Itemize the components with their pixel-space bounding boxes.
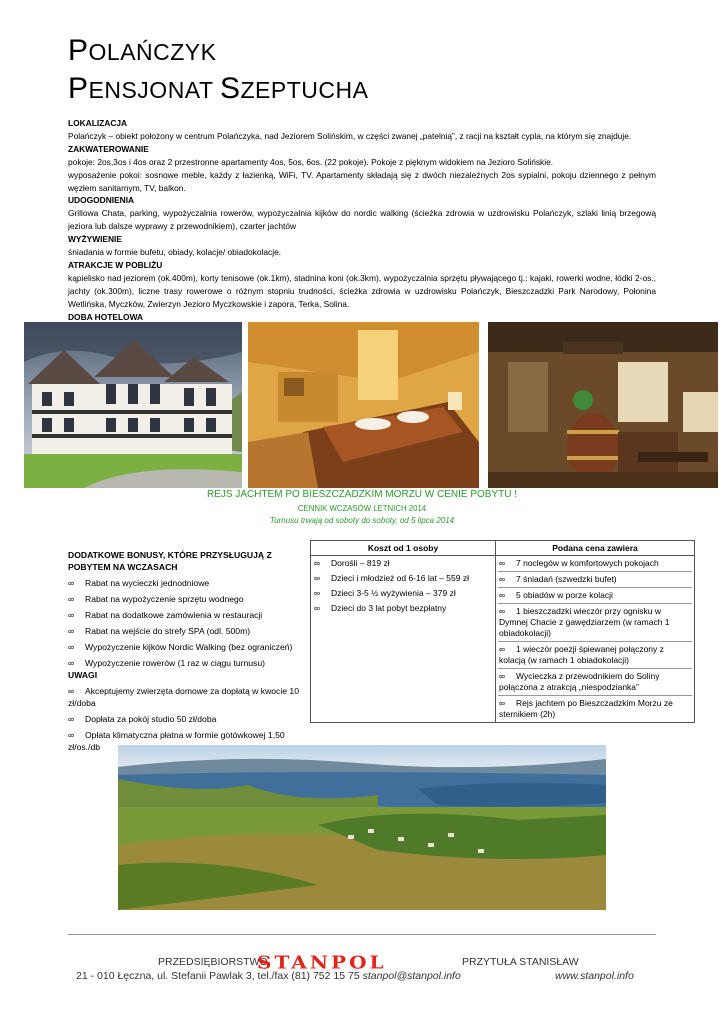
infinity-icon: ∞ bbox=[314, 573, 321, 583]
section-heading: UDOGODNIENIA bbox=[68, 195, 135, 206]
infinity-icon: ∞ bbox=[499, 558, 506, 568]
footer-divider bbox=[68, 934, 656, 935]
includes-item: ∞ 7 noclegów w komfortowych pokojach bbox=[498, 556, 692, 572]
photo-guest-room bbox=[248, 322, 479, 488]
includes-item: ∞ 5 obiadów w porze kolacji bbox=[498, 588, 692, 604]
col-header-cost: Koszt od 1 osoby bbox=[311, 541, 496, 556]
infinity-icon: ∞ bbox=[68, 642, 75, 652]
cost-cell bbox=[311, 556, 496, 723]
infinity-icon: ∞ bbox=[68, 626, 75, 636]
price-item: ∞ Dzieci 3-5 ½ wyżywienia – 379 zł bbox=[314, 588, 456, 598]
infinity-icon: ∞ bbox=[499, 671, 506, 681]
bonus-item: ∞ Rabat na wypożyczenie sprzętu wodnego bbox=[68, 594, 244, 604]
bonus-block bbox=[68, 549, 304, 753]
infinity-icon: ∞ bbox=[499, 644, 506, 654]
title-rest: ENSJONAT bbox=[88, 77, 220, 103]
section-text: pokoje: 2os,3os i 4os oraz 2 przestronne apartamenty 4os, 5os, 6os. (22 pokoje). Pokoje z pięknym widokiem na Jezioro Solińskie. bbox=[68, 156, 554, 167]
includes-item: ∞ 1 bieszczadzki wieczór przy ognisku w Dymnej Chacie z gawędziarzem (w ramach 1 obiadokolacji) bbox=[498, 604, 692, 642]
section-heading: ZAKWATEROWANIE bbox=[68, 143, 149, 154]
photo-bar-interior bbox=[488, 322, 718, 488]
section-heading: WYŻYWIENIE bbox=[68, 234, 122, 245]
company-type: PRZEDSIĘBIORSTWO bbox=[158, 956, 268, 968]
includes-item: ∞ Rejs jachtem po Bieszczadzkim Morzu ze sternikiem (2h) bbox=[499, 698, 673, 719]
note-item: ∞ Dopłata za pokój studio 50 zł/doba bbox=[68, 714, 217, 724]
price-item: ∞ Dzieci do 3 lat pobyt bezpłatny bbox=[314, 603, 447, 613]
price-table bbox=[310, 540, 695, 723]
infinity-icon: ∞ bbox=[68, 594, 75, 604]
section-heading: ATRAKCJE W POBLIŻU bbox=[68, 259, 163, 270]
infinity-icon: ∞ bbox=[68, 578, 75, 588]
title-initial: S bbox=[219, 72, 241, 105]
photo-guesthouse-exterior bbox=[24, 322, 242, 488]
note-item: ∞ Akceptujemy zwierzęta domowe za dopłatą w kwocie 10 zł/doba bbox=[68, 686, 299, 708]
notes-heading: UWAGI bbox=[68, 670, 98, 680]
title-initial: P bbox=[68, 72, 89, 105]
infinity-icon: ∞ bbox=[68, 686, 75, 696]
pricelist-title: CENNIK WCZASÓW LETNICH 2014 bbox=[297, 504, 427, 513]
promo-headline: REJS JACHTEM PO BIESZCZADZKIM MORZU W CENIE POBYTU ! bbox=[206, 489, 518, 500]
includes-item: ∞ 7 śniadań (szwedzki bufet) bbox=[498, 572, 692, 588]
infinity-icon: ∞ bbox=[499, 590, 506, 600]
bonus-heading: DODATKOWE BONUSY, KTÓRE PRZYSŁUGUJĄ Z POBYTEM NA WCZASACH bbox=[68, 550, 272, 572]
title-rest: OLAŃCZYK bbox=[88, 39, 217, 65]
includes-cell bbox=[496, 556, 695, 723]
section-heading: LOKALIZACJA bbox=[68, 118, 128, 128]
page-title-line1 bbox=[68, 34, 217, 68]
title-initial: P bbox=[68, 34, 89, 67]
infinity-icon: ∞ bbox=[314, 603, 321, 613]
infinity-icon: ∞ bbox=[68, 658, 75, 668]
email-link[interactable]: stanpol@stanpol.info bbox=[362, 970, 461, 982]
section-text: Grillowa Chata, parking, wypożyczalnia rowerów, wypożyczalnia kijków do nordic walking (ścieżka zdrowia w uzdrowisku Polańczyk, szlaki linią brzegową jeziora lub dalsze wyprawy z przewodnikiem), czarter jachtów bbox=[68, 208, 656, 232]
includes-item: ∞ 1 wieczór poezji śpiewanej połączony z kolacją (w ramach 1 obiadokolacji) bbox=[498, 642, 692, 669]
price-item: ∞ Dorośli – 819 zł bbox=[314, 558, 390, 568]
section-heading: DOBA HOTELOWA bbox=[68, 311, 144, 322]
website-link[interactable]: www.stanpol.info bbox=[555, 970, 634, 982]
brand-logo: STANPOL bbox=[257, 951, 387, 973]
bonus-item: ∞ Rabat na dodatkowe zamówienia w restauracji bbox=[68, 610, 263, 620]
photo-lake-panorama bbox=[118, 745, 606, 910]
title-rest: ZEPTUCHA bbox=[240, 77, 369, 103]
col-header-includes: Podana cena zawiera bbox=[496, 541, 695, 556]
price-item: ∞ Dzieci i młodzież od 6-16 lat – 559 zł bbox=[314, 573, 469, 583]
infinity-icon: ∞ bbox=[499, 574, 506, 584]
company-owner: PRZYTUŁA STANISŁAW bbox=[462, 956, 579, 968]
period-note: Turnusu trwają od soboty do soboty, od 5 lipca 2014 bbox=[269, 516, 455, 525]
page-title-line2 bbox=[68, 72, 368, 106]
bonus-item: ∞ Rabat na wejście do strefy SPA (odl. 500m) bbox=[68, 626, 251, 636]
contact-address: 21 - 010 Łęczna, ul. Stefanii Pawlak 3, tel./fax (81) 752 15 75 stanpol@stanpol.info bbox=[76, 970, 461, 982]
bonus-item: ∞ Wypożyczenie rowerów (1 raz w ciągu turnusu) bbox=[68, 658, 265, 668]
description-block bbox=[68, 117, 656, 336]
section-text: Polańczyk – obiekt położony w centrum Polańczyka, nad Jeziorem Solińskim, w części zwanej „patelnią”, z racji na kształt cypla, na którym się znajduje. bbox=[68, 130, 632, 141]
infinity-icon: ∞ bbox=[314, 588, 321, 598]
infinity-icon: ∞ bbox=[314, 558, 321, 568]
infinity-icon: ∞ bbox=[499, 606, 506, 616]
infinity-icon: ∞ bbox=[68, 730, 75, 740]
section-text: śniadania w formie bufetu, obiady, kolacje/ obiadokolacje. bbox=[68, 247, 282, 258]
section-text: wyposażenie pokoi: sosnowe meble, każdy z łazienką, WiFi, TV. Apartamenty składają się z dwóch niezależnych 2os sypialni, pokoju dziennego z pełnym węzłem sanitarnym, TV, balkon. bbox=[68, 169, 656, 193]
infinity-icon: ∞ bbox=[499, 698, 506, 708]
includes-item: ∞ Wycieczka z przewodnikiem do Soliny połączona z atrakcją „niespodzianka” bbox=[498, 669, 692, 696]
bonus-item: ∞ Rabat na wycieczki jednodniowe bbox=[68, 578, 210, 588]
note-item: ∞ Opłata klimatyczna płatna w formie gotówkowej 1,50 zł/os./db bbox=[68, 730, 285, 752]
infinity-icon: ∞ bbox=[68, 714, 75, 724]
bonus-item: ∞ Wypożyczenie kijków Nordic Walking (bez ograniczeń) bbox=[68, 642, 293, 652]
infinity-icon: ∞ bbox=[68, 610, 75, 620]
section-text: kąpielisko nad jeziorem (ok.400m), korty tenisowe (ok.1km), stadnina koni (ok.3km), wypożyczalnia sprzętu pływającego tj.: kajaki, rowerki wodne, łódki 2-os., jachty (ok.300m), liczne trasy rowerowe o różnym stopniu trudności, ścieżka zdrowia w uzdrowisku Polańczyk, Bieszczadzki Park Narodowy, Połonina Wetlińska, Myczków, Zwierzyn Jezioro Myczkowskie i zapora, Terka, Solina. bbox=[68, 272, 656, 309]
